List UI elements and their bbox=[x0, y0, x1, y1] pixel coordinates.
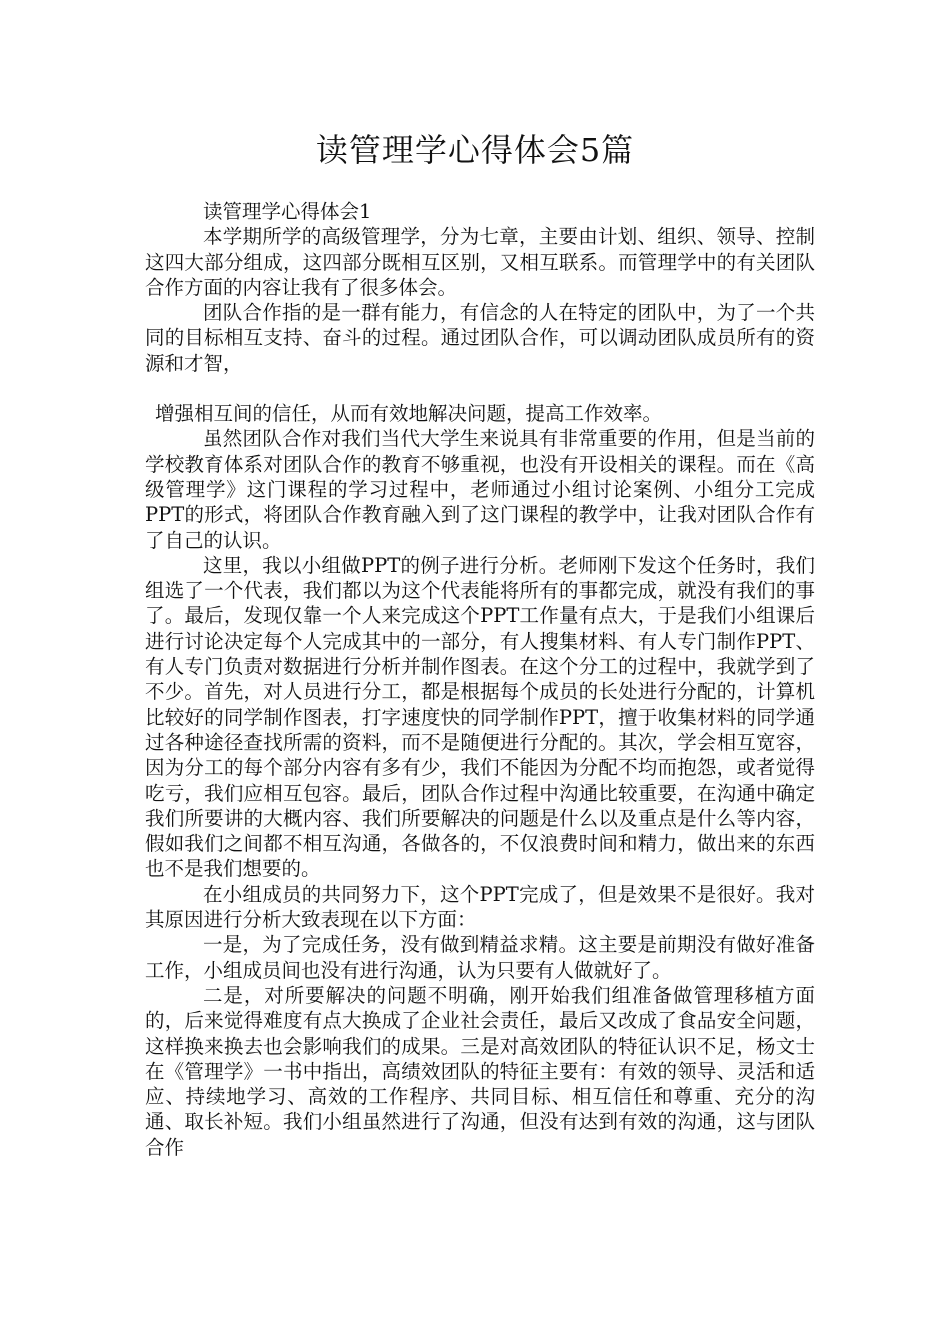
paragraph-4: 虽然团队合作对我们当代大学生来说具有非常重要的作用，但是当前的学校教育体系对团队合作的教育不够重视，也没有开设相关的课程。而在《高级管理学》这门课程的学习过程中，老师通过小组讨论案例、小组分工完成PPT的形式，将团队合作教育融入到了这门课程的教学中，让我对团队合作有了自己的认识。 bbox=[145, 427, 815, 552]
paragraph-5: 这里，我以小组做PPT的例子进行分析。老师刚下发这个任务时，我们组选了一个代表，我们都以为这个代表能将所有的事都完成，就没有我们的事了。最后，发现仅靠一个人来完成这个PPT工作量有点大，于是我们小组课后进行讨论决定每个人完成其中的一部分，有人搜集材料、有人专门制作PPT、有人专门负责对数据进行分析并制作图表。在这个分工的过程中，我就学到了不少。首先，对人员进行分工，都是根据每个成员的长处进行分配的，计算机比较好的同学制作图表，打字速度快的同学制作PPT，擅于收集材料的同学通过各种途径查找所需的资料，而不是随便进行分配的。其次，学会相互宽容，因为分工的每个部分内容有多有少，我们不能因为分配不均而抱怨，或者觉得吃亏，我们应相互包容。最后，团队合作过程中沟通比较重要，在沟通中确定我们所要讲的大概内容、我们所要解决的问题是什么以及重点是什么等内容，假如我们之间都不相互沟通，各做各的，不仅浪费时间和精力，做出来的东西也不是我们想要的。 bbox=[145, 553, 815, 881]
paragraph-6: 在小组成员的共同努力下，这个PPT完成了，但是效果不是很好。我对其原因进行分析大致表现在以下方面： bbox=[145, 882, 815, 932]
paragraph-7: 一是，为了完成任务，没有做到精益求精。这主要是前期没有做好准备工作，小组成员间也没有进行沟通，认为只要有人做就好了。 bbox=[145, 933, 815, 982]
document-title: 读管理学心得体会5篇 bbox=[315, 131, 635, 169]
paragraph-8: 二是，对所要解决的问题不明确，刚开始我们组准备做管理移植方面的，后来觉得难度有点大换成了企业社会责任，最后又改成了食品安全问题，这样换来换去也会影响我们的成果。三是对高效团队的特征认识不足，杨文士在《管理学》一书中指出，高绩效团队的特征主要有：有效的领导、灵活和适应、持续地学习、高效的工作程序、共同目标、相互信任和尊重、充分的沟通、取长补短。我们小组虽然进行了沟通，但没有达到有效的沟通，这与团队合作 bbox=[145, 983, 815, 1159]
document-body bbox=[145, 199, 815, 1160]
paragraph-3: 增强相互间的信任，从而有效地解决问题，提高工作效率。 bbox=[155, 402, 663, 426]
paragraph-1: 本学期所学的高级管理学，分为七章，主要由计划、组织、领导、控制这四大部分组成，这四部分既相互区别，又相互联系。而管理学中的有关团队合作方面的内容让我有了很多体会。 bbox=[145, 225, 815, 299]
paragraph-2: 团队合作指的是一群有能力，有信念的人在特定的团队中，为了一个共同的目标相互支持、奋斗的过程。通过团队合作，可以调动团队成员所有的资源和才智， bbox=[145, 301, 815, 375]
section-heading: 读管理学心得体会1 bbox=[203, 200, 372, 223]
